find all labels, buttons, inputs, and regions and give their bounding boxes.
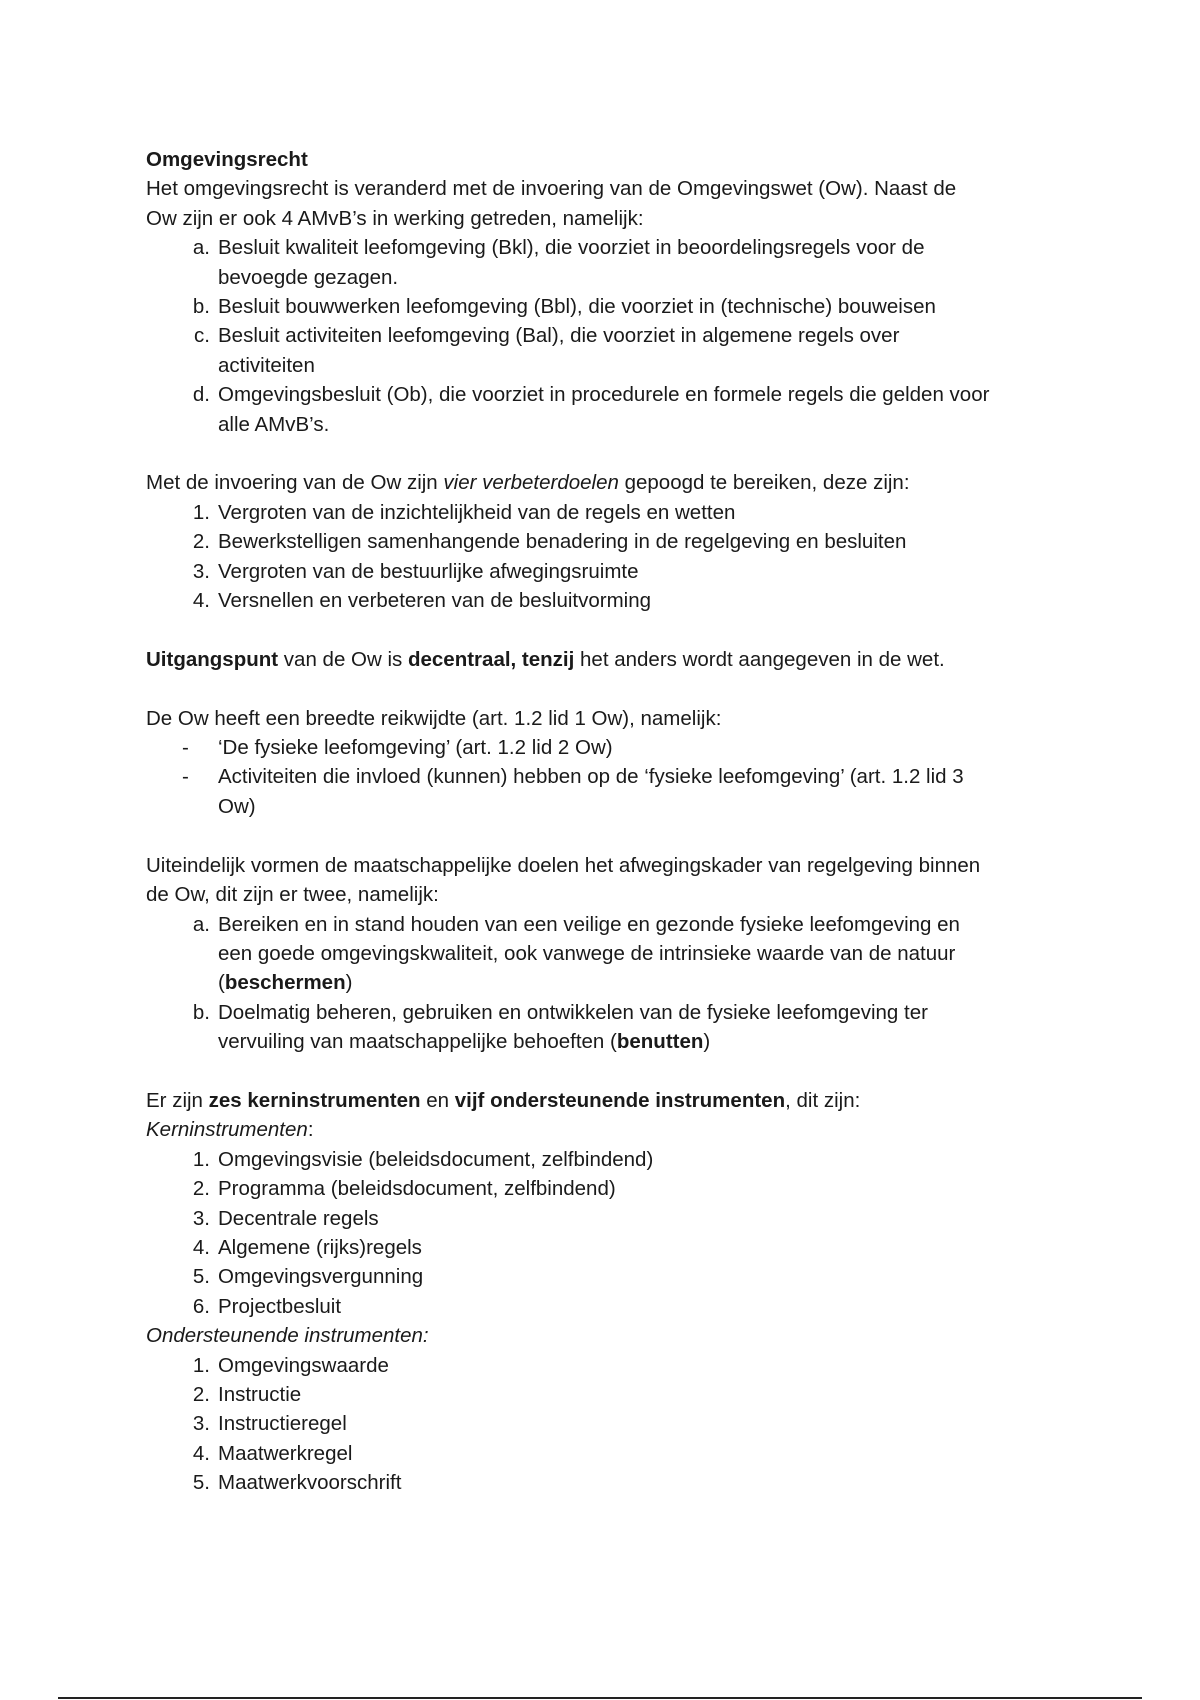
list-marker: 2. bbox=[192, 1382, 210, 1406]
goals-list bbox=[146, 498, 1076, 616]
spacer bbox=[146, 615, 1076, 644]
goals-intro: Met de invoering van de Ow zijn vier verbeterdoelen gepoogd te bereiken, deze zijn: bbox=[146, 471, 910, 495]
onder-item bbox=[146, 1351, 1076, 1380]
kern-item bbox=[146, 1292, 1076, 1321]
list-marker: 3. bbox=[192, 1412, 210, 1436]
list-marker: c. bbox=[194, 324, 210, 348]
kern-item bbox=[146, 1145, 1076, 1174]
document-page bbox=[146, 145, 1076, 1498]
list-text: Activiteiten die invloed (kunnen) hebben op de ‘fysieke leefomgeving’ (art. 1.2 lid 3 bbox=[218, 765, 964, 789]
scope-list bbox=[146, 733, 1076, 821]
amvb-item-a bbox=[146, 233, 1076, 292]
list-marker: 5. bbox=[192, 1265, 210, 1289]
scope-item bbox=[146, 733, 1076, 762]
list-marker: b. bbox=[192, 1000, 210, 1024]
goal-item bbox=[146, 527, 1076, 556]
list-marker: d. bbox=[192, 383, 210, 407]
list-text: Vergroten van de inzichtelijkheid van de regels en wetten bbox=[218, 500, 736, 524]
list-text: vervuiling van maatschappelijke behoeften (benutten) bbox=[218, 1030, 711, 1054]
list-marker: a. bbox=[192, 912, 210, 936]
intro-line-1: Het omgevingsrecht is veranderd met de invoering van de Omgevingswet (Ow). Naast de bbox=[146, 177, 957, 201]
list-text: Omgevingsvergunning bbox=[218, 1265, 424, 1289]
list-marker: 4. bbox=[192, 1441, 210, 1465]
list-text: Omgevingsvisie (beleidsdocument, zelfbindend) bbox=[218, 1147, 654, 1171]
onder-item bbox=[146, 1468, 1076, 1497]
kern-item bbox=[146, 1204, 1076, 1233]
list-marker: 3. bbox=[192, 559, 210, 583]
list-text: Programma (beleidsdocument, zelfbindend) bbox=[218, 1177, 616, 1201]
doelen-list bbox=[146, 910, 1076, 1057]
list-text: Vergroten van de bestuurlijke afwegingsruimte bbox=[218, 559, 639, 583]
doel-item-b bbox=[146, 998, 1076, 1057]
instrumenten-intro: Er zijn zes kerninstrumenten en vijf ondersteunende instrumenten, dit zijn: bbox=[146, 1088, 861, 1112]
list-text: alle AMvB’s. bbox=[218, 412, 330, 436]
list-text: activiteiten bbox=[218, 353, 315, 377]
kern-item bbox=[146, 1262, 1076, 1291]
list-text: Besluit bouwwerken leefomgeving (Bbl), die voorziet in (technische) bouweisen bbox=[218, 295, 936, 319]
goal-item bbox=[146, 557, 1076, 586]
uitgangspunt-paragraph: Uitgangspunt van de Ow is decentraal, tenzij het anders wordt aangegeven in de wet. bbox=[146, 647, 945, 671]
doelen-intro-line-1: Uiteindelijk vormen de maatschappelijke doelen het afwegingskader van regelgeving binnen bbox=[146, 853, 981, 877]
list-marker: 2. bbox=[192, 530, 210, 554]
amvb-item-b bbox=[146, 292, 1076, 321]
onder-item bbox=[146, 1409, 1076, 1438]
onder-item bbox=[146, 1439, 1076, 1468]
list-text: Instructieregel bbox=[218, 1412, 347, 1436]
list-text: een goede omgevingskwaliteit, ook vanwege de intrinsieke waarde van de natuur bbox=[218, 941, 956, 965]
onder-list bbox=[146, 1351, 1076, 1498]
list-text: Ow) bbox=[218, 794, 256, 818]
list-marker: 2. bbox=[192, 1177, 210, 1201]
kern-list bbox=[146, 1145, 1076, 1321]
goal-item bbox=[146, 498, 1076, 527]
list-text: Bereiken en in stand houden van een veilige en gezonde fysieke leefomgeving en bbox=[218, 912, 960, 936]
spacer bbox=[146, 1057, 1076, 1086]
kern-heading: Kerninstrumenten: bbox=[146, 1118, 314, 1142]
goal-item bbox=[146, 586, 1076, 615]
list-marker: 4. bbox=[192, 589, 210, 613]
doelen-intro-line-2: de Ow, dit zijn er twee, namelijk: bbox=[146, 883, 439, 907]
list-marker: - bbox=[182, 736, 189, 760]
document-title: Omgevingsrecht bbox=[146, 148, 308, 171]
list-text: Versnellen en verbeteren van de besluitvorming bbox=[218, 589, 652, 613]
onder-item bbox=[146, 1380, 1076, 1409]
list-text: Besluit kwaliteit leefomgeving (Bkl), die voorziet in beoordelingsregels voor de bbox=[218, 236, 925, 260]
amvb-list bbox=[146, 233, 1076, 439]
page-bottom-divider bbox=[58, 1697, 1142, 1699]
list-marker: 1. bbox=[192, 1353, 210, 1377]
onder-heading: Ondersteunende instrumenten: bbox=[146, 1324, 429, 1348]
list-marker: 3. bbox=[192, 1206, 210, 1230]
list-marker: 5. bbox=[192, 1471, 210, 1495]
doel-item-a bbox=[146, 910, 1076, 998]
list-text: Instructie bbox=[218, 1382, 302, 1406]
list-text: Besluit activiteiten leefomgeving (Bal), die voorziet in algemene regels over bbox=[218, 324, 900, 348]
spacer bbox=[146, 674, 1076, 703]
list-marker: 1. bbox=[192, 1147, 210, 1171]
list-text: Algemene (rijks)regels bbox=[218, 1235, 422, 1259]
list-text: Decentrale regels bbox=[218, 1206, 379, 1230]
kern-item bbox=[146, 1233, 1076, 1262]
intro-line-2: Ow zijn er ook 4 AMvB’s in werking getreden, namelijk: bbox=[146, 206, 644, 230]
list-marker: 4. bbox=[192, 1235, 210, 1259]
list-marker: 6. bbox=[192, 1294, 210, 1318]
list-marker: 1. bbox=[192, 500, 210, 524]
list-text: Omgevingswaarde bbox=[218, 1353, 389, 1377]
list-text: (beschermen) bbox=[218, 971, 353, 995]
list-text: Maatwerkvoorschrift bbox=[218, 1471, 402, 1495]
list-marker: a. bbox=[192, 236, 210, 260]
list-text: Bewerkstelligen samenhangende benadering in de regelgeving en besluiten bbox=[218, 530, 907, 554]
spacer bbox=[146, 439, 1076, 468]
list-text: ‘De fysieke leefomgeving’ (art. 1.2 lid 2 Ow) bbox=[218, 736, 613, 760]
list-text: Doelmatig beheren, gebruiken en ontwikkelen van de fysieke leefomgeving ter bbox=[218, 1000, 928, 1024]
kern-item bbox=[146, 1174, 1076, 1203]
spacer bbox=[146, 821, 1076, 850]
list-marker: b. bbox=[192, 295, 210, 319]
list-text: bevoegde gezagen. bbox=[218, 265, 399, 289]
amvb-item-c bbox=[146, 321, 1076, 380]
scope-intro: De Ow heeft een breedte reikwijdte (art. 1.2 lid 1 Ow), namelijk: bbox=[146, 706, 722, 730]
list-text: Maatwerkregel bbox=[218, 1441, 353, 1465]
scope-item bbox=[146, 762, 1076, 821]
list-text: Projectbesluit bbox=[218, 1294, 342, 1318]
list-text: Omgevingsbesluit (Ob), die voorziet in procedurele en formele regels die gelden voor bbox=[218, 383, 990, 407]
list-marker: - bbox=[182, 765, 189, 789]
amvb-item-d bbox=[146, 380, 1076, 439]
